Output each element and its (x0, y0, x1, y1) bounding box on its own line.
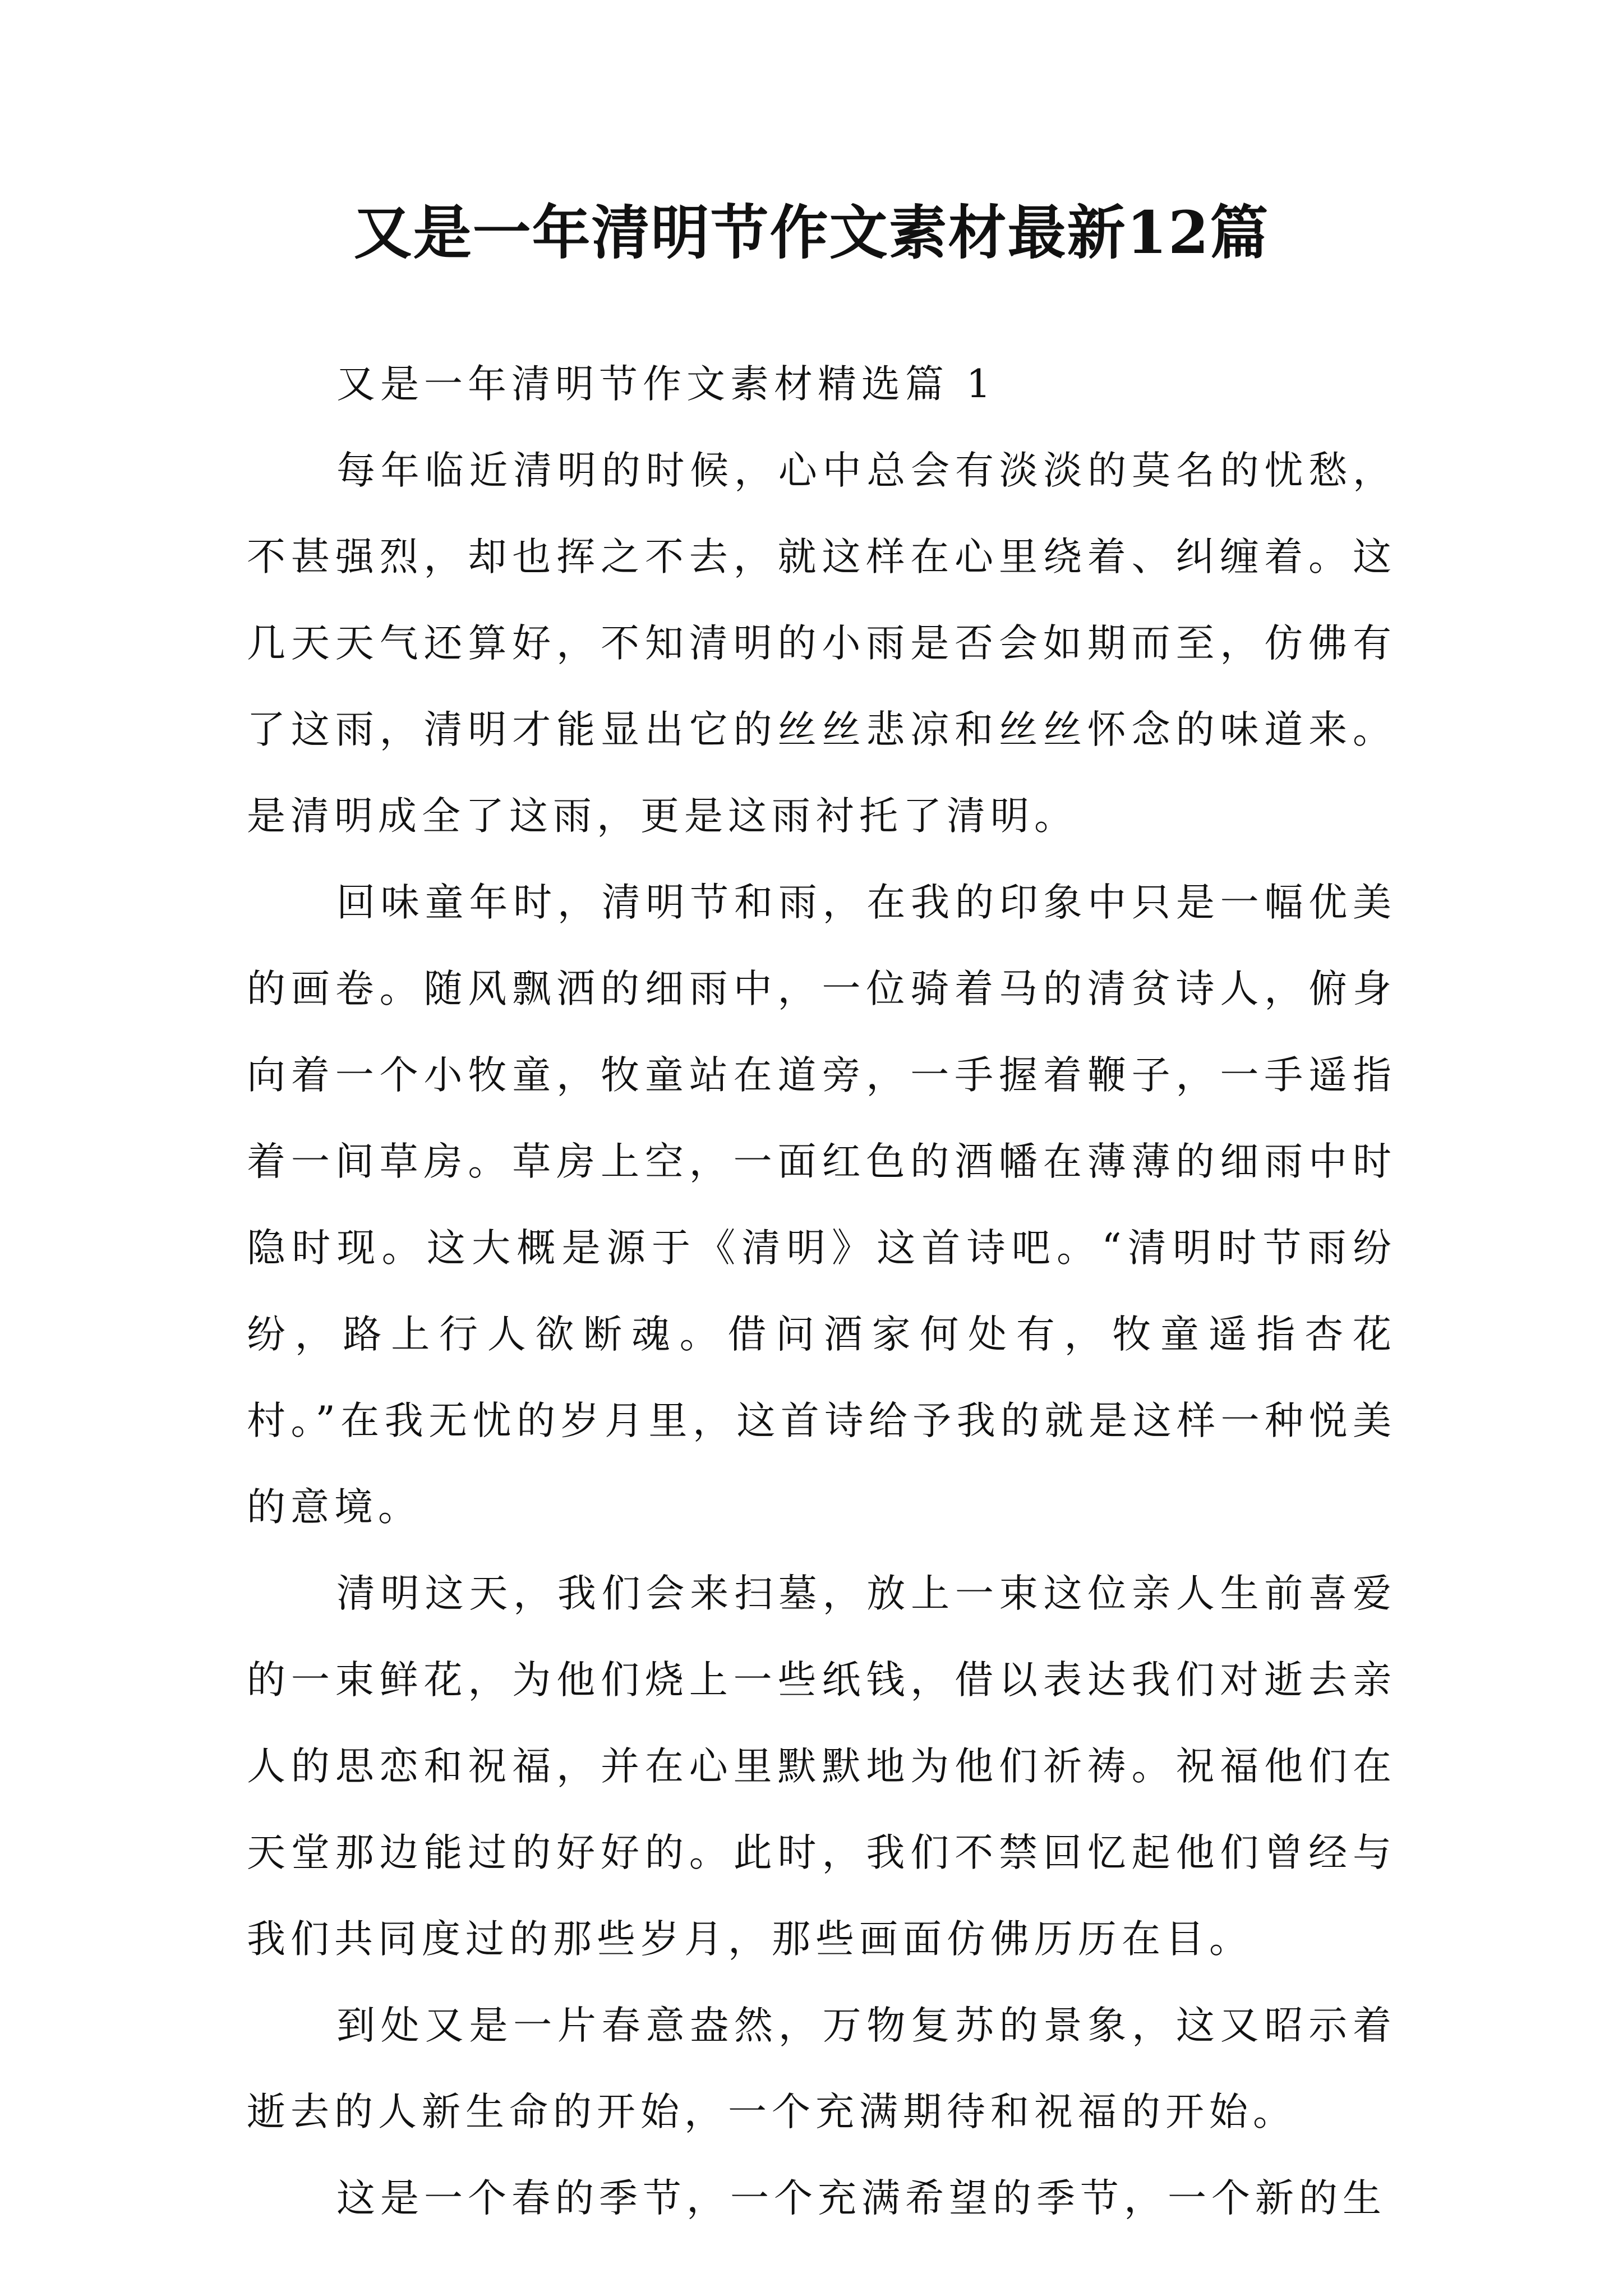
paragraph-5: 这是一个春的季节，一个充满希望的季节，一个新的生 (336, 2176, 1386, 2221)
document-body (247, 341, 1396, 2242)
paragraph-1: 每年临近清明的时候，心中总会有淡淡的莫名的忧愁，不甚强烈，却也挥之不去，就这样在心里绕着、纠缠着。这几天天气还算好，不知清明的小雨是否会如期而至，仿佛有了这雨，清明才能显出它的丝丝悲凉和丝丝怀念的味道来。是清明成全了这雨，更是这雨衬托了清明。 (247, 448, 1396, 839)
section-heading: 又是一年清明节作文素材精选篇 1 (336, 362, 996, 407)
paragraph-2: 回味童年时，清明节和雨，在我的印象中只是一幅优美的画卷。随风飘洒的细雨中，一位骑着马的清贫诗人，俯身向着一个小牧童，牧童站在道旁，一手握着鞭子，一手遥指着一间草房。草房上空，一面红色的酒幡在薄薄的细雨中时隐时现。这大概是源于《清明》这首诗吧。“清明时节雨纷纷，路上行人欲断魂。借问酒家何处有，牧童遥指杏花村。”在我无忧的岁月里，这首诗给予我的就是这样一种悦美的意境。 (247, 880, 1396, 1530)
paragraph-4: 到处又是一片春意盎然，万物复苏的景象，这又昭示着逝去的人新生命的开始，一个充满期待和祝福的开始。 (247, 2003, 1396, 2134)
paragraph-3: 清明这天，我们会来扫墓，放上一束这位亲人生前喜爱的一束鲜花，为他们烧上一些纸钱，借以表达我们对逝去亲人的思恋和祝福，并在心里默默地为他们祈祷。祝福他们在天堂那边能过的好好的。此时，我们不禁回忆起他们曾经与我们共同度过的那些岁月，那些画面仿佛历历在目。 (247, 1571, 1396, 1962)
document-title: 又是一年清明节作文素材最新12篇 (353, 198, 1270, 267)
